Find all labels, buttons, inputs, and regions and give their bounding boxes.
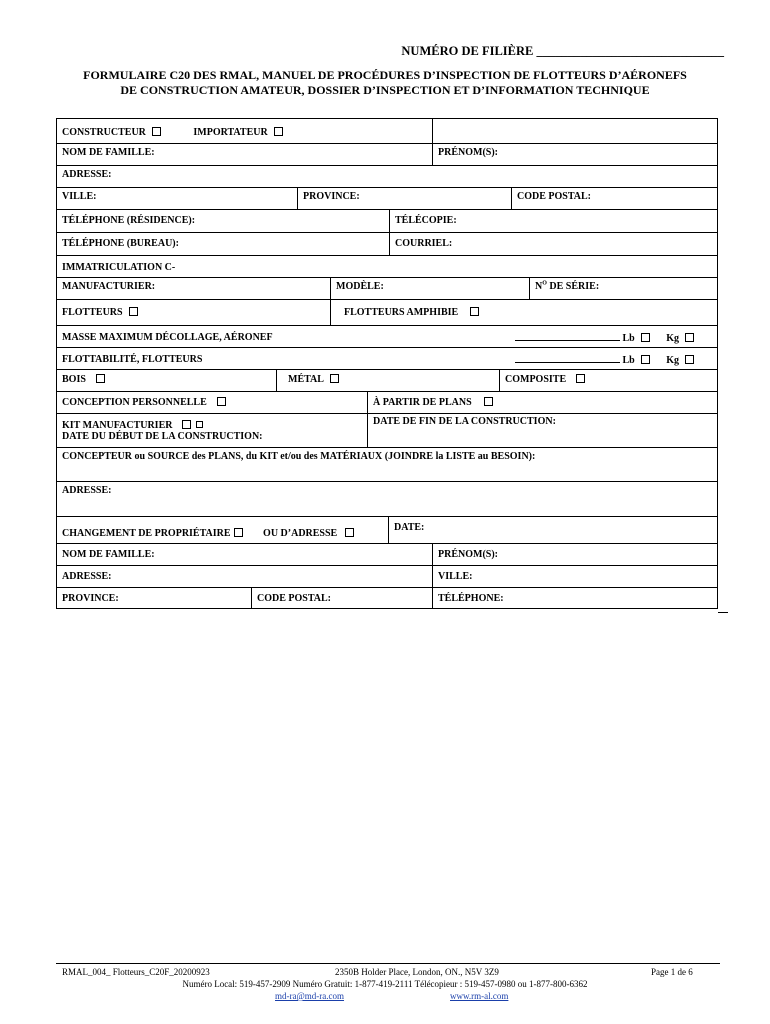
row-designer-source bbox=[56, 447, 718, 481]
change-date-label: DATE: bbox=[394, 522, 425, 533]
last-name-label: NOM DE FAMILLE: bbox=[62, 147, 155, 158]
importer-checkbox[interactable] bbox=[274, 127, 283, 136]
row-city bbox=[56, 187, 718, 209]
fax-label: TÉLÉCOPIE: bbox=[395, 215, 457, 226]
home-phone-label: TÉLÉPHONE (RÉSIDENCE): bbox=[62, 215, 196, 226]
mass-lb-checkbox[interactable] bbox=[641, 333, 650, 342]
max-takeoff-mass-label: MASSE MAXIMUM DÉCOLLAGE, AÉRONEF bbox=[62, 332, 273, 343]
model-field[interactable] bbox=[330, 278, 529, 299]
buoyancy-input[interactable] bbox=[515, 353, 620, 363]
row-address bbox=[56, 165, 718, 187]
postal-code-field[interactable] bbox=[511, 188, 717, 209]
row-max-takeoff-mass bbox=[56, 325, 718, 347]
amphibious-floats-checkbox[interactable] bbox=[470, 307, 479, 316]
change-date-field[interactable] bbox=[388, 517, 717, 543]
composite-label: COMPOSITE bbox=[505, 374, 567, 385]
row-construction-dates bbox=[56, 413, 718, 442]
lb-label: Lb bbox=[622, 333, 635, 344]
new-postal-code-field[interactable] bbox=[251, 588, 432, 608]
province-label: PROVINCE: bbox=[303, 191, 360, 202]
from-plans-checkbox[interactable] bbox=[484, 397, 493, 406]
city-field[interactable] bbox=[57, 188, 297, 209]
file-number-field: NUMÉRO DE FILIÈRE ______________________________ bbox=[401, 44, 724, 58]
footer-doc-id: RMAL_004_ Flotteurs_C20F_20200923 bbox=[62, 967, 210, 977]
owner-change-label: CHANGEMENT DE PROPRIÉTAIRE bbox=[62, 528, 231, 539]
manufacturer-kit-label: KIT MANUFACTURIER bbox=[62, 420, 173, 431]
footer-phones: Numéro Local: 519-457-2909 Numéro Gratuit: 1-877-419-2111 Télécopieur : 519-457-0980 ou 1-877-800-6362 bbox=[182, 979, 588, 989]
buoyancy-label: FLOTTABILITÉ, FLOTTEURS bbox=[62, 354, 203, 365]
last-name-field[interactable] bbox=[57, 144, 432, 165]
buoyancy-kg-checkbox[interactable] bbox=[685, 355, 694, 364]
new-city-field[interactable] bbox=[432, 566, 717, 587]
new-phone-field[interactable] bbox=[432, 588, 717, 608]
title-line-1: FORMULAIRE C20 DES RMAL, MANUEL DE PROCÉDURES D’INSPECTION DE FLOTTEURS D’AÉRONEFS bbox=[83, 68, 687, 82]
address-label: ADRESSE: bbox=[62, 169, 112, 180]
address-change-label: OU D’ADRESSE bbox=[263, 528, 338, 539]
table-edge-mark bbox=[718, 612, 728, 613]
personal-design-checkbox[interactable] bbox=[217, 397, 226, 406]
email-field[interactable] bbox=[389, 233, 717, 255]
new-last-name-label: NOM DE FAMILLE: bbox=[62, 549, 155, 560]
from-plans-label: À PARTIR DE PLANS bbox=[373, 397, 472, 408]
metal-label: MÉTAL bbox=[288, 374, 324, 385]
blank-cell bbox=[432, 119, 717, 143]
row-buoyancy bbox=[56, 347, 718, 369]
new-first-name-field[interactable] bbox=[432, 544, 717, 565]
floats-checkbox[interactable] bbox=[129, 307, 138, 316]
footer-page-number: Page 1 de 6 bbox=[651, 967, 693, 977]
row-registration bbox=[56, 255, 718, 277]
office-phone-field[interactable] bbox=[57, 233, 389, 255]
row-designer-address bbox=[56, 481, 718, 516]
importer-label: IMPORTATEUR bbox=[193, 127, 268, 138]
province-field[interactable] bbox=[297, 188, 511, 209]
row-name bbox=[56, 143, 718, 165]
new-address-label: ADRESSE: bbox=[62, 571, 112, 582]
row-phone-home bbox=[56, 209, 718, 232]
row-new-name bbox=[56, 543, 718, 565]
amphibious-floats-label: FLOTTEURS AMPHIBIE bbox=[344, 307, 459, 318]
manufacturer-label: MANUFACTURIER: bbox=[62, 281, 156, 292]
row-floats bbox=[56, 299, 718, 325]
fax-field[interactable] bbox=[389, 210, 717, 232]
manufacturer-field[interactable] bbox=[57, 278, 330, 299]
registration-form bbox=[56, 118, 718, 609]
row-constructor-importer bbox=[56, 118, 718, 143]
new-address-field[interactable] bbox=[57, 566, 432, 587]
row-material bbox=[56, 369, 718, 391]
footer-email-link[interactable]: md-ra@md-ra.com bbox=[275, 991, 345, 1001]
owner-change-checkbox[interactable] bbox=[234, 528, 243, 537]
address-change-checkbox[interactable] bbox=[345, 528, 354, 537]
end-date-field[interactable] bbox=[367, 414, 717, 435]
end-date-label: DATE DE FIN DE LA CONSTRUCTION: bbox=[373, 416, 556, 427]
constructor-label: CONSTRUCTEUR bbox=[62, 127, 146, 138]
registration-label: IMMATRICULATION C- bbox=[62, 262, 176, 273]
registration-field[interactable] bbox=[57, 256, 717, 277]
footer-address: 2350B Holder Place, London, ON., N5V 3Z9 bbox=[335, 967, 499, 977]
new-phone-label: TÉLÉPHONE: bbox=[438, 593, 504, 604]
row-change bbox=[56, 516, 718, 543]
row-design bbox=[56, 391, 718, 413]
designer-source-label: CONCEPTEUR ou SOURCE des PLANS, du KIT et/ou des MATÉRIAUX (JOINDRE la LISTE au BESOIN): bbox=[62, 451, 536, 462]
wood-checkbox[interactable] bbox=[96, 374, 105, 383]
new-city-label: VILLE: bbox=[438, 571, 473, 582]
email-label: COURRIEL: bbox=[395, 238, 453, 249]
city-label: VILLE: bbox=[62, 191, 97, 202]
wood-label: BOIS bbox=[62, 374, 86, 385]
footer-divider bbox=[56, 963, 720, 964]
new-postal-code-label: CODE POSTAL: bbox=[257, 593, 331, 604]
manufacturer-kit-checkbox-small[interactable] bbox=[196, 421, 203, 428]
home-phone-field[interactable] bbox=[57, 210, 389, 232]
designer-address-label: ADRESSE: bbox=[62, 485, 112, 496]
title-line-2: DE CONSTRUCTION AMATEUR, DOSSIER D’INSPECTION ET D’INFORMATION TECHNIQUE bbox=[120, 83, 650, 97]
kg-label: Kg bbox=[666, 355, 680, 366]
serial-number-label: $N^O$ DE SÉRIE: bbox=[535, 281, 600, 293]
max-takeoff-mass-input[interactable] bbox=[515, 331, 620, 341]
kg-label: Kg bbox=[666, 333, 680, 344]
first-name-label: PRÉNOM(S): bbox=[438, 147, 498, 158]
row-phone-office bbox=[56, 232, 718, 255]
postal-code-label: CODE POSTAL: bbox=[517, 191, 591, 202]
new-province-label: PROVINCE: bbox=[62, 593, 119, 604]
row-manufacturer bbox=[56, 277, 718, 299]
footer-website-link[interactable]: www.rm-al.com bbox=[450, 991, 509, 1001]
designer-source-field[interactable] bbox=[57, 448, 717, 481]
new-last-name-field[interactable] bbox=[57, 544, 432, 565]
office-phone-label: TÉLÉPHONE (BUREAU): bbox=[62, 238, 179, 249]
floats-label: FLOTTEURS bbox=[62, 307, 123, 318]
start-date-label: DATE DU DÉBUT DE LA CONSTRUCTION: bbox=[62, 431, 263, 442]
new-first-name-label: PRÉNOM(S): bbox=[438, 549, 498, 560]
personal-design-label: CONCEPTION PERSONNELLE bbox=[62, 397, 207, 408]
new-province-field[interactable] bbox=[57, 588, 251, 608]
constructor-checkbox[interactable] bbox=[152, 127, 161, 136]
form-title bbox=[0, 68, 770, 98]
mass-kg-checkbox[interactable] bbox=[685, 333, 694, 342]
buoyancy-lb-checkbox[interactable] bbox=[641, 355, 650, 364]
metal-checkbox[interactable] bbox=[330, 374, 339, 383]
row-new-province bbox=[56, 587, 718, 609]
address-field[interactable] bbox=[57, 166, 717, 187]
manufacturer-kit-checkbox[interactable] bbox=[182, 420, 191, 429]
designer-address-field[interactable] bbox=[57, 482, 717, 516]
row-start-date-continuation bbox=[56, 435, 718, 447]
composite-checkbox[interactable] bbox=[576, 374, 585, 383]
lb-label: Lb bbox=[622, 355, 635, 366]
first-name-field[interactable] bbox=[432, 144, 717, 165]
row-new-address bbox=[56, 565, 718, 587]
serial-number-field[interactable] bbox=[529, 278, 717, 299]
model-label: MODÈLE: bbox=[336, 281, 384, 292]
